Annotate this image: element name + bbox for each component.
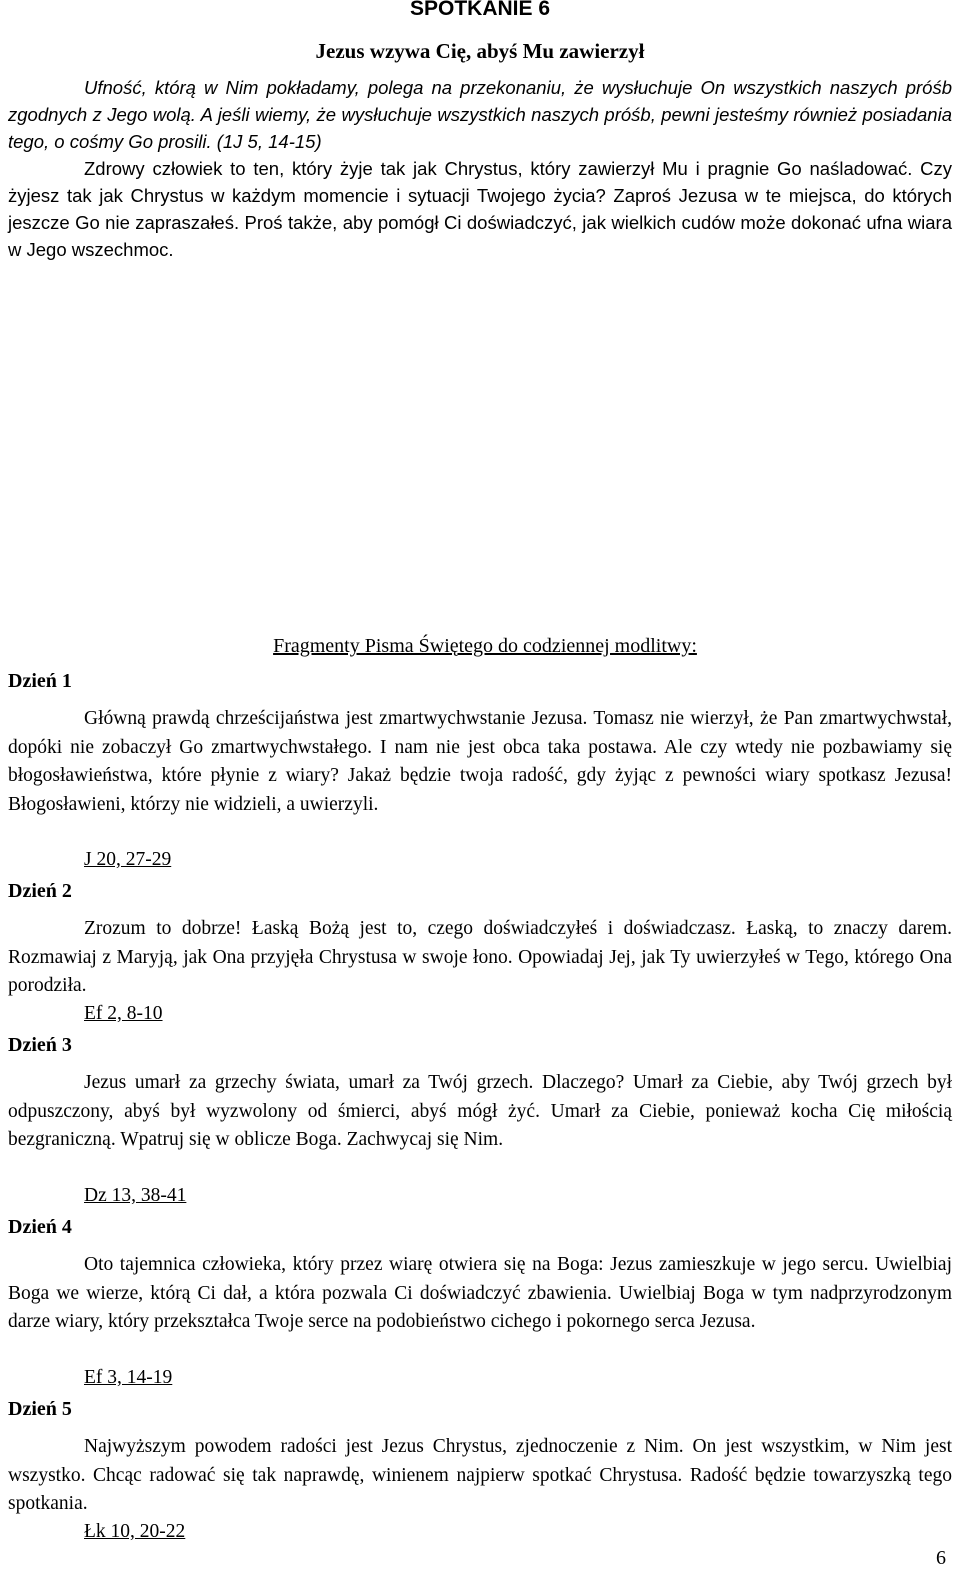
- day-2-reference: Ef 2, 8-10: [84, 1003, 163, 1024]
- section-heading: [0, 633, 960, 659]
- page-title: SPOTKANIE 6: [409, 0, 551, 20]
- day-3-label: Dzień 3: [8, 1034, 72, 1056]
- day-3-reference: Dz 13, 38-41: [84, 1185, 187, 1206]
- day-5-reference: Łk 10, 20-22: [84, 1521, 186, 1542]
- day-5-text: Najwyższym powodem radości jest Jezus Chrystus, zjednoczenie z Nim. On jest wszystkim, w Nim jest wszystko. Chcąc radować się tak naprawdę, winienem najpierw spotkać Chrystusa. Radość będzie towarzyszką tego spotkania.: [8, 1436, 952, 1514]
- intro-body: Zdrowy człowiek to ten, który żyje tak jak Chrystus, który zawierzył Mu i pragnie Go naśladować. Czy żyjesz tak jak Chrystus w każdym momencie i sytuacji Twojego życia? Zaproś Jezusa w te miejsca, do których jeszcze Go nie zapraszałeś. Proś także, aby pomógł Ci doświadczyć, jak wielkich cudów może dokonać ufna wiara w Jego wszechmoc.: [8, 158, 952, 260]
- page-subtitle: Jezus wzywa Cię, abyś Mu zawierzył: [315, 39, 645, 63]
- day-2-text: Zrozum to dobrze! Łaską Bożą jest to, czego doświadczyłeś i doświadczasz. Łaską, to znaczy darem. Rozmawiaj z Maryją, jak Ona przyjęła Chrystusa w swoje łono. Opowiadaj Jej, jak Ty uwierzyłeś w Tego, którego Ona porodziła.: [8, 918, 952, 996]
- day-1-label: Dzień 1: [8, 670, 72, 692]
- day-1-reference: J 20, 27-29: [84, 849, 172, 870]
- intro-block: [8, 74, 952, 263]
- day-3-text: Jezus umarł za grzechy świata, umarł za Twój grzech. Dlaczego? Umarł za Ciebie, aby Twój grzech był odpuszczony, abyś był wyzwolony od śmierci, abyś mógł żyć. Umarł za Ciebie, ponieważ kocha Cię miłością bezgraniczną. Wpatruj się w oblicze Boga. Zachwycaj się Nim.: [8, 1072, 952, 1150]
- day-4-text: Oto tajemnica człowieka, który przez wiarę otwiera się na Boga: Jezus zamieszkuje w jego sercu. Uwielbiaj Boga we wierze, którą Ci dał, a która pozwala Ci doświadczyć zbawienia. Uwielbiaj Boga w tym nadprzyrodzonym darze wiary, który przekształca Twoje serce na podobieństwo cichego i pokornego serca Jezusa.: [8, 1254, 952, 1332]
- page-number: 6: [936, 1547, 946, 1569]
- section-heading-text: Fragmenty Pisma Świętego do codziennej modlitwy:: [273, 635, 697, 657]
- day-4-label: Dzień 4: [8, 1216, 72, 1238]
- day-2-label: Dzień 2: [8, 880, 72, 902]
- day-5-label: Dzień 5: [8, 1398, 72, 1420]
- intro-quote: Ufność, którą w Nim pokładamy, polega na przekonaniu, że wysłuchuje On wszystkich naszych próśb zgodnych z Jego wolą. A jeśli wiemy, że wysłuchuje wszystkich naszych próśb, pewni jesteśmy również posiadania tego, o cośmy Go prosili. (1J 5, 14-15): [8, 77, 952, 152]
- day-1-text: Główną prawdą chrześcijaństwa jest zmartwychwstanie Jezusa. Tomasz nie wierzył, że Pan zmartwychwstał, dopóki nie zobaczył Go zmartwychwstałego. I nam nie jest obca taka postawa. Ale czy wtedy nie pozbawiamy się błogosławieństwa, które płynie z wiary? Jakaż będzie twoja radość, gdy żyjąc z pewności wiary spotkasz Jezusa! Błogosławieni, którzy nie widzieli, a uwierzyli.: [8, 708, 952, 815]
- day-4-reference: Ef 3, 14-19: [84, 1367, 173, 1388]
